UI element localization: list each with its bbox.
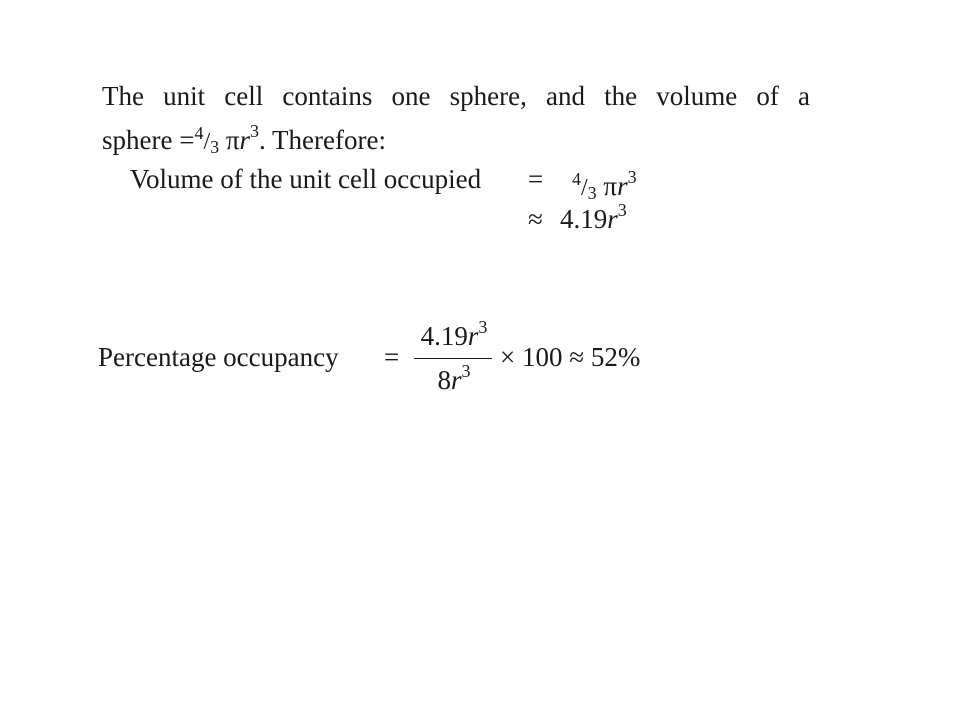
- sphere-word: sphere: [102, 125, 173, 155]
- exponent: 3: [250, 121, 260, 141]
- hundred-value: 100: [521, 342, 563, 372]
- pi-symbol: π: [603, 171, 618, 201]
- occupancy-fraction: [414, 318, 494, 401]
- fraction-numerator: [414, 318, 494, 354]
- paragraph-line-1: The unit cell contains one sphere, and the volume of a: [102, 81, 810, 111]
- equals-sign: =: [179, 125, 195, 155]
- fraction-slash: /: [203, 129, 211, 155]
- radius-variable: r: [607, 204, 618, 234]
- occupancy-result: [500, 342, 640, 373]
- fraction-numerator: 4: [194, 123, 204, 143]
- radius-variable: r: [617, 171, 628, 201]
- occupancy-label: Percentage occupancy: [98, 342, 339, 372]
- fraction-denominator: [414, 361, 494, 401]
- volume-label: Volume of the unit cell occupied: [130, 164, 482, 194]
- fraction-numerator: 4: [572, 169, 581, 189]
- numeric-coefficient: 4.19: [420, 321, 468, 351]
- radius-variable: r: [239, 125, 251, 155]
- exponent: 3: [627, 167, 637, 187]
- paragraph-line-2: [102, 115, 810, 166]
- exponent: 3: [478, 317, 488, 337]
- approx-sign: ≈: [569, 342, 585, 372]
- approx-sign: ≈: [528, 204, 543, 234]
- radius-variable: r: [450, 365, 462, 395]
- inline-fraction: [194, 125, 219, 155]
- volume-approx-value: [560, 200, 627, 238]
- times-sign: ×: [500, 342, 516, 372]
- percentage-result: 52%: [590, 342, 641, 372]
- fraction-slash: /: [581, 175, 588, 201]
- fraction-bar: [414, 358, 492, 359]
- pi-symbol: π: [225, 125, 240, 155]
- equals-sign: =: [528, 164, 544, 194]
- numeric-coefficient: 8: [437, 365, 451, 395]
- radius-variable: r: [467, 321, 479, 351]
- fraction-denominator: 3: [587, 183, 597, 203]
- exponent: 3: [617, 200, 627, 220]
- numeric-coefficient: 4.19: [560, 204, 608, 234]
- therefore-text: . Therefore:: [259, 125, 386, 155]
- equals-sign: =: [384, 342, 400, 372]
- fraction-denominator: 3: [210, 137, 220, 157]
- inline-fraction: [572, 171, 597, 201]
- exponent: 3: [461, 361, 471, 381]
- intro-paragraph: [102, 78, 810, 166]
